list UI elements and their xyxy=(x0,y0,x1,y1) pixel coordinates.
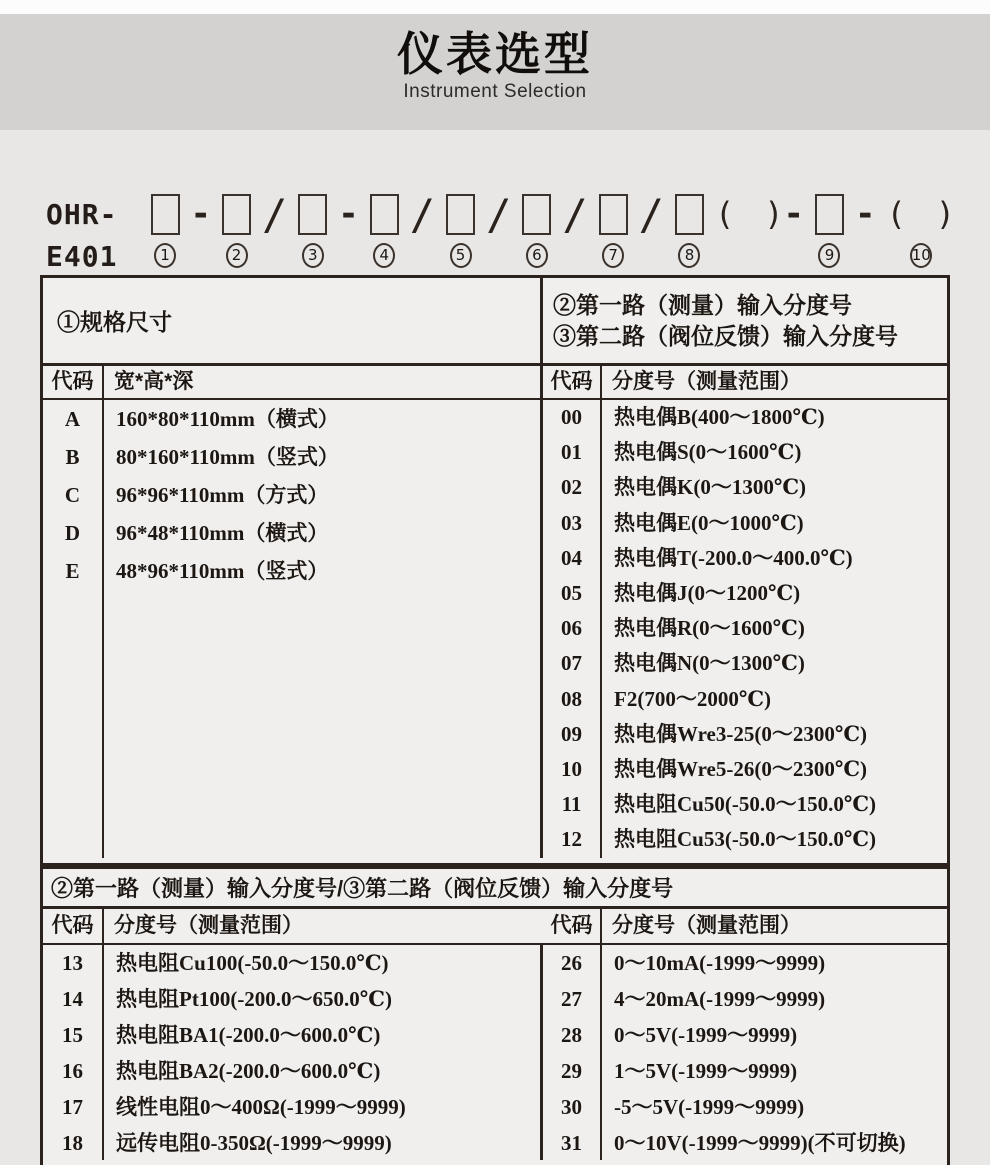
input-desc-cell: 热电偶T(-200.0～400.0℃) xyxy=(614,545,853,570)
code-column-header: 代码 xyxy=(51,914,94,937)
size-desc-cell: 80*160*110mm（竖式） xyxy=(116,445,339,469)
range-code-cell: 18 xyxy=(62,1131,83,1155)
range-code-cell: 31 xyxy=(561,1131,582,1155)
code-box-2 xyxy=(222,194,251,235)
dash-separator: - xyxy=(190,194,211,234)
input-code-cell: 07 xyxy=(561,651,582,676)
position-label-8: 8 xyxy=(678,243,700,268)
range-code-cell: 17 xyxy=(62,1095,83,1119)
range-code-cell: 30 xyxy=(561,1095,582,1119)
code-box-8 xyxy=(675,194,704,235)
code-column-header: 代码 xyxy=(51,370,94,393)
size-code-cell: B xyxy=(65,445,80,469)
top-selection-table xyxy=(40,275,950,866)
model-slot-4 xyxy=(370,194,399,268)
dash-separator: - xyxy=(338,194,359,234)
input-desc-cell: 热电偶Wre3-25(0～2300℃) xyxy=(614,721,868,746)
input-code-cell: 03 xyxy=(561,510,582,535)
input-desc-cell: 热电偶Wre5-26(0～2300℃) xyxy=(614,756,868,781)
input-header-line1: ②第一路（测量）输入分度号 xyxy=(553,291,852,318)
input-desc-cell: F2(700～2000℃) xyxy=(614,686,771,711)
lower-selection-table xyxy=(40,866,950,1165)
input-desc-cell: 热电偶E(0～1000℃) xyxy=(614,510,804,535)
input-code-cell: 02 xyxy=(561,475,582,500)
input-desc-cell: 热电偶R(0～1600℃) xyxy=(614,616,805,641)
position-label-4: 4 xyxy=(373,243,395,268)
range-code-cell: 13 xyxy=(62,951,83,975)
position-label-9: 9 xyxy=(818,243,840,268)
range-desc-cell: 远传电阻0-350Ω(-1999～9999) xyxy=(116,1131,392,1155)
range-desc-cell: 0～10V(-1999～9999)(不可切换) xyxy=(614,1131,906,1155)
position-label-2: 2 xyxy=(226,243,248,268)
position-label-6: 6 xyxy=(526,243,548,268)
range-code-cell: 27 xyxy=(561,987,582,1011)
model-slot-10 xyxy=(886,194,955,268)
input-section-header xyxy=(543,278,947,363)
model-slot-1 xyxy=(151,194,180,268)
input-desc-cell: 热电偶S(0～1600℃) xyxy=(614,440,802,465)
code-column-header: 代码 xyxy=(550,370,593,393)
lower-table-data xyxy=(43,945,947,1160)
range-desc-cell: 热电阻Pt100(-200.0～650.0℃) xyxy=(116,987,392,1011)
size-desc-cell: 160*80*110mm（横式） xyxy=(116,407,339,431)
model-slot-2 xyxy=(222,194,251,268)
range-column-header: 分度号（测量范围） xyxy=(612,370,801,393)
input-desc-cell: 热电偶N(0～1300℃) xyxy=(614,651,805,676)
lower-right-desc-column xyxy=(602,945,947,1160)
range-code-cell: 26 xyxy=(561,951,582,975)
range-code-cell: 14 xyxy=(62,987,83,1011)
input-header-line2: ③第二路（阀位反馈）输入分度号 xyxy=(553,322,898,349)
size-code-cell: E xyxy=(65,559,80,583)
size-code-column xyxy=(43,400,102,858)
lower-section-header: ②第一路（测量）输入分度号/③第二路（阀位反馈）输入分度号 xyxy=(43,869,947,909)
input-code-cell: 09 xyxy=(561,721,582,746)
size-desc-cell: 96*48*110mm（横式） xyxy=(116,521,329,545)
model-prefix: OHR-E401 xyxy=(46,198,118,273)
input-code-cell: 10 xyxy=(561,756,582,781)
slash-separator: / xyxy=(409,190,436,239)
input-code-cell: 05 xyxy=(561,580,582,605)
size-desc-column xyxy=(104,400,540,858)
input-code-cell: 04 xyxy=(561,545,582,570)
model-slot-7 xyxy=(599,194,628,268)
code-box-6 xyxy=(522,194,551,235)
range-desc-cell: 线性电阻0～400Ω(-1999～9999) xyxy=(116,1095,406,1119)
top-column-header-row xyxy=(43,366,947,400)
input-desc-column xyxy=(602,400,947,858)
size-section-header: ①规格尺寸 xyxy=(57,309,172,335)
range-desc-cell: 1～5V(-1999～9999) xyxy=(614,1059,798,1083)
range-column-header: 分度号（测量范围） xyxy=(114,914,303,937)
range-desc-cell: 0～5V(-1999～9999) xyxy=(614,1023,798,1047)
range-desc-cell: -5～5V(-1999～9999) xyxy=(614,1095,805,1119)
paren-open: ( xyxy=(886,195,906,233)
lower-right-code-column xyxy=(543,945,600,1160)
model-slot-3 xyxy=(298,194,327,268)
model-slot-6 xyxy=(522,194,551,268)
model-slot-9 xyxy=(815,194,844,268)
code-box-7 xyxy=(599,194,628,235)
range-column-header: 分度号（测量范围） xyxy=(612,914,801,937)
input-code-cell: 00 xyxy=(561,405,582,429)
input-code-cell: 11 xyxy=(561,792,582,817)
code-column-header: 代码 xyxy=(550,914,593,937)
dash-separator: - xyxy=(854,194,876,234)
range-code-cell: 28 xyxy=(561,1023,582,1047)
paren-slot xyxy=(886,194,955,235)
size-code-cell: A xyxy=(64,407,81,431)
code-box-4 xyxy=(370,194,399,235)
input-desc-cell: 热电偶B(400～1800℃) xyxy=(614,405,825,429)
size-desc-cell: 96*96*110mm（方式） xyxy=(116,483,329,507)
size-desc-cell: 48*96*110mm（竖式） xyxy=(116,559,329,583)
position-label-7: 7 xyxy=(602,243,624,268)
range-code-cell: 15 xyxy=(62,1023,83,1047)
paren-close: ) xyxy=(935,195,955,233)
paren-slot xyxy=(715,194,784,235)
slash-separator: / xyxy=(262,190,288,239)
code-box-3 xyxy=(298,194,327,235)
range-code-cell: 16 xyxy=(62,1059,83,1083)
paren-open: ( xyxy=(714,195,735,233)
input-desc-cell: 热电阻Cu53(-50.0～150.0℃) xyxy=(614,827,876,852)
lower-column-header-row xyxy=(43,909,947,945)
input-desc-cell: 热电偶K(0～1300℃) xyxy=(614,475,806,500)
position-label-3: 3 xyxy=(302,243,324,268)
size-code-cell: D xyxy=(64,521,81,545)
lower-left-desc-column xyxy=(104,945,540,1160)
range-desc-cell: 4～20mA(-1999～9999) xyxy=(614,987,826,1011)
position-label-10: 10 xyxy=(910,243,932,268)
paren-close: ) xyxy=(764,195,784,233)
page-title: 仪表选型 xyxy=(397,28,593,80)
input-desc-cell: 热电阻Cu50(-50.0～150.0℃) xyxy=(614,792,876,817)
top-table-data xyxy=(43,400,947,858)
range-desc-cell: 热电阻BA1(-200.0～600.0℃) xyxy=(116,1023,381,1047)
model-slot-8 xyxy=(675,194,704,268)
position-label-1: 1 xyxy=(154,243,176,268)
input-code-cell: 06 xyxy=(561,616,582,641)
lower-left-code-column xyxy=(43,945,102,1160)
range-desc-cell: 热电阻BA2(-200.0～600.0℃) xyxy=(116,1059,381,1083)
input-desc-cell: 热电偶J(0～1200℃) xyxy=(614,580,801,605)
size-code-cell: C xyxy=(64,483,81,507)
page-subtitle: Instrument Selection xyxy=(403,81,587,102)
top-white-strip xyxy=(0,0,990,14)
slash-separator: / xyxy=(562,190,588,239)
dash-separator: - xyxy=(783,194,804,234)
model-code-diagram xyxy=(46,190,966,278)
position-label-5: 5 xyxy=(450,243,472,268)
range-desc-cell: 0～10mA(-1999～9999) xyxy=(614,951,826,975)
code-box-5 xyxy=(446,194,475,235)
top-table-header-row xyxy=(43,278,947,366)
slash-separator: / xyxy=(638,190,664,239)
range-code-cell: 29 xyxy=(561,1059,582,1083)
slash-separator: / xyxy=(486,190,512,239)
title-band xyxy=(0,14,990,130)
input-code-cell: 01 xyxy=(561,440,582,465)
model-slot-5 xyxy=(446,194,475,268)
code-box-9 xyxy=(815,194,844,235)
code-box-1 xyxy=(151,194,180,235)
range-desc-cell: 热电阻Cu100(-50.0～150.0℃) xyxy=(116,951,389,975)
size-column-header: 宽*高*深 xyxy=(114,370,194,393)
input-code-column xyxy=(543,400,600,858)
input-code-cell: 08 xyxy=(561,686,582,711)
input-code-cell: 12 xyxy=(561,827,582,852)
